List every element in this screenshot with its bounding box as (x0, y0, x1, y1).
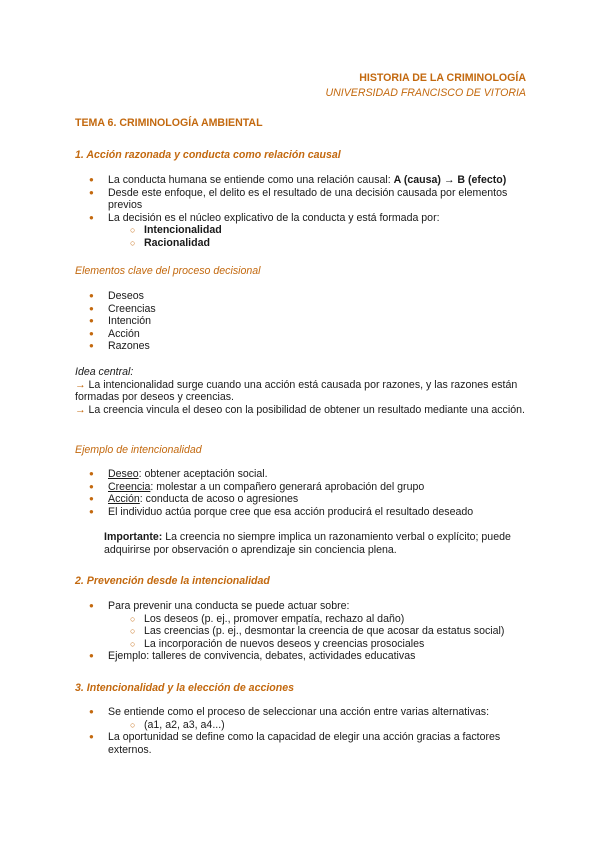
causal-formula: A (causa) → B (efecto) (393, 174, 507, 186)
list-item: ● Razones (75, 340, 527, 353)
idea-text: La creencia vincula el deseo con la posibilidad de obtener un resultado mediante una acción. (85, 403, 525, 416)
idea-line-1 (75, 379, 527, 404)
term-text: : molestar a un compañero generará aprobación del grupo (150, 480, 425, 493)
idea-label: Idea central: (75, 366, 134, 378)
prevention-sublist (108, 613, 527, 651)
list-item: ● El individuo actúa porque cree que esa acción producirá el resultado deseado (75, 506, 527, 519)
list-item (75, 481, 527, 494)
ejemplo-title: Ejemplo de intencionalidad (75, 444, 202, 456)
list-item (75, 468, 527, 481)
elementos-title: Elementos clave del proceso decisional (75, 265, 261, 277)
arrow-icon: → (75, 403, 86, 416)
section-2-title: 2. Prevención desde la intencionalidad (75, 575, 270, 587)
list-item (75, 187, 527, 212)
list-item-text: La conducta humana se entiende como una relación causal: (108, 174, 394, 186)
term-label: Acción (108, 493, 140, 506)
elementos-list (75, 290, 527, 353)
list-item: ● Intención (75, 315, 527, 328)
list-item (75, 600, 527, 650)
section-1-title: 1. Acción razonada y conducta como relación causal (75, 149, 341, 161)
sublist-item: ○ Racionalidad (108, 237, 527, 250)
note-text: La creencia no siempre implica un razonamiento verbal o explícito; puede adquirirse por observación o aprendizaje sin conciencia plena. (104, 531, 511, 556)
ejemplo-list (75, 468, 527, 518)
tema-title: TEMA 6. CRIMINOLOGÍA AMBIENTAL (75, 117, 263, 129)
list-item (75, 212, 527, 250)
term-label: Creencia (108, 480, 151, 493)
list-item: ● La oportunidad se define como la capacidad de elegir una acción gracias a factores externos. (75, 731, 527, 756)
list-item-text: Se entiende como el proceso de seleccionar una acción entre varias alternativas: (108, 706, 490, 718)
sublist-item: ○ La incorporación de nuevos deseos y creencias prosociales (108, 638, 527, 651)
sublist-item: ○ Las creencias (p. ej., desmontar la creencia de que acosar da estatus social) (108, 625, 527, 638)
idea-line-2 (75, 404, 527, 417)
decision-sublist (108, 224, 527, 249)
sublist-item: ○ Intencionalidad (108, 224, 527, 237)
note-label: Importante: (104, 531, 163, 543)
list-item-text: Desde este enfoque, el delito es el resultado de una decisión causada por elementos previos (108, 186, 508, 212)
section-2-list (75, 600, 527, 663)
section-1-list (75, 174, 527, 250)
sublist-item: ○ (a1, a2, a3, a4...) (108, 719, 527, 732)
list-item: ● Ejemplo: talleres de convivencia, debates, actividades educativas (75, 650, 527, 663)
list-item (75, 174, 527, 187)
header-title: HISTORIA DE LA CRIMINOLOGÍA (359, 72, 526, 84)
sublist-item: ○ Los deseos (p. ej., promover empatía, rechazo al daño) (108, 613, 527, 626)
list-item: ● Acción (75, 328, 527, 341)
list-item: ● Deseos (75, 290, 527, 303)
term-label: Deseo (108, 468, 139, 480)
term-text: : obtener aceptación social. (138, 468, 268, 480)
idea-text: La intencionalidad surge cuando una acción está causada por razones, y las razones están formadas por deseos y creencias. (75, 378, 518, 404)
list-item (75, 493, 527, 506)
list-item: ● Creencias (75, 303, 527, 316)
importante-note (104, 531, 527, 556)
list-item-text: La decisión es el núcleo explicativo de la conducta y está formada por: (108, 211, 440, 224)
section-3-list (75, 706, 527, 756)
section-3-title: 3. Intencionalidad y la elección de acciones (75, 682, 295, 694)
arrow-icon: → (75, 378, 86, 391)
idea-central (75, 366, 527, 416)
header-university: UNIVERSIDAD FRANCISCO DE VITORIA (325, 87, 526, 99)
term-text: : conducta de acoso o agresiones (139, 493, 299, 506)
list-item-text: Para prevenir una conducta se puede actuar sobre: (108, 600, 350, 612)
list-item (75, 706, 527, 731)
alternatives-sublist (108, 719, 527, 732)
